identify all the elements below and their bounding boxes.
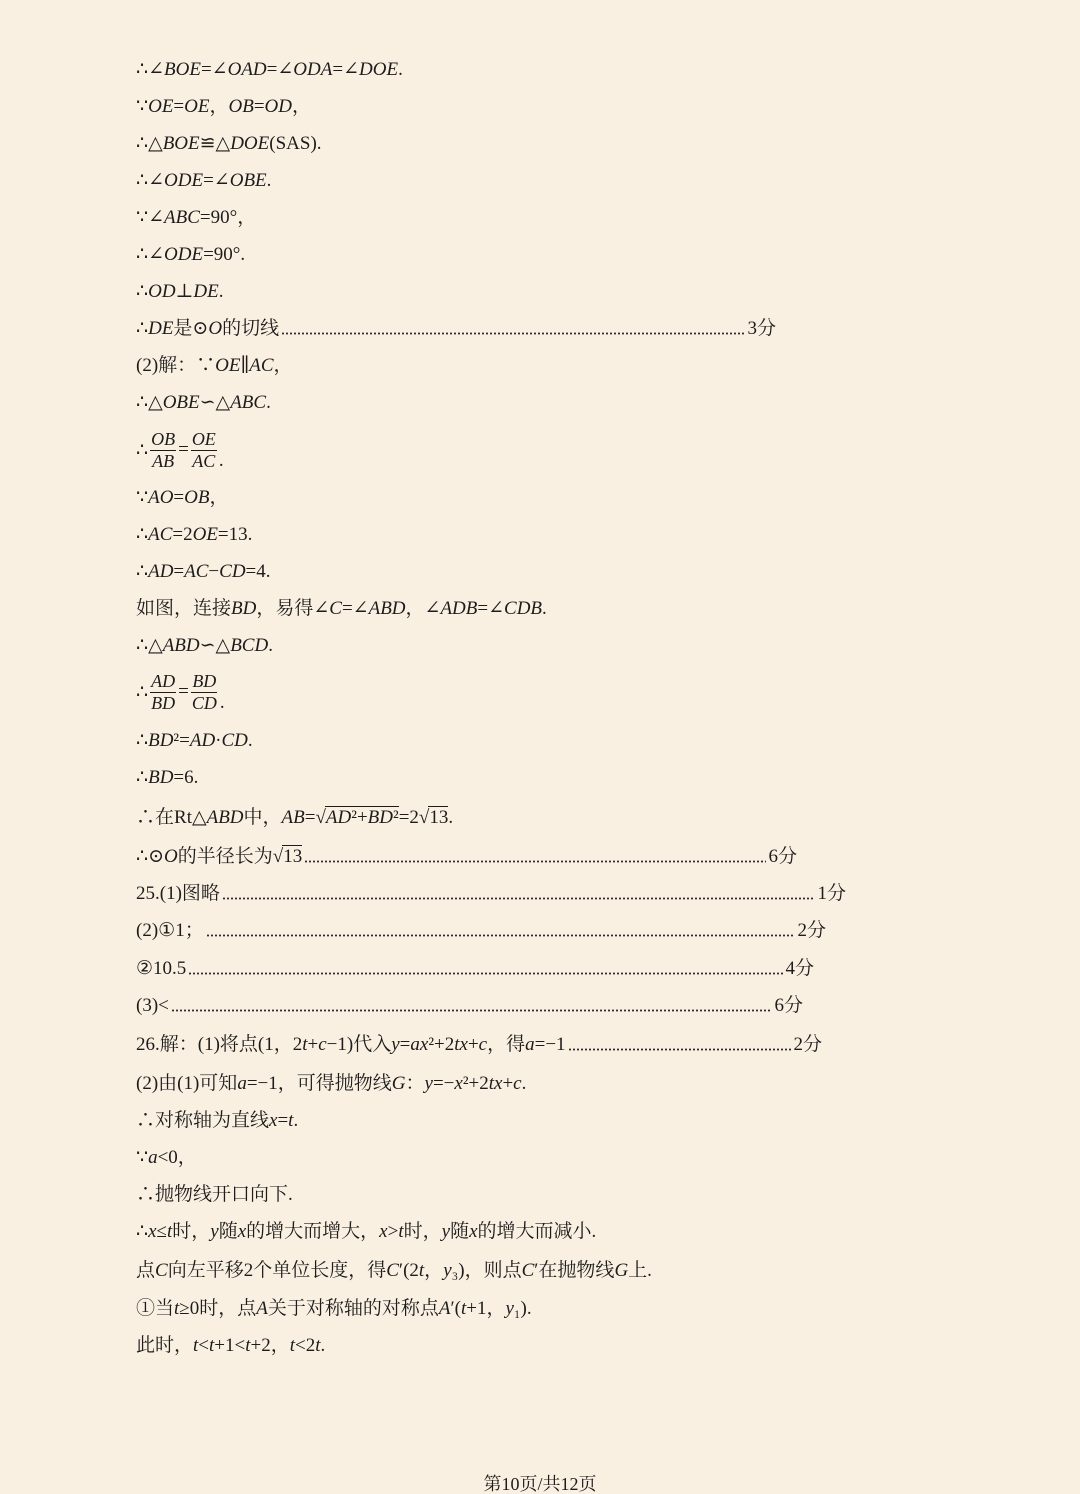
math-variable: OBE xyxy=(229,170,267,191)
fraction-numerator xyxy=(150,429,176,451)
math-variable: CD xyxy=(221,730,248,751)
math-variable: O xyxy=(208,318,223,339)
math-variable: y xyxy=(391,1034,400,1055)
line-text: (3)< xyxy=(136,995,169,1016)
dot-leader xyxy=(568,1048,792,1051)
line-text-group xyxy=(136,918,204,944)
solution-line xyxy=(136,1258,652,1284)
solution-line xyxy=(136,131,322,157)
solution-line-with-score xyxy=(136,316,776,342)
line-text: ∴△ABD∽△BCD. xyxy=(136,635,273,656)
math-variable: x xyxy=(148,1221,157,1242)
solution-line xyxy=(136,353,293,379)
math-variable: ODE xyxy=(164,170,204,191)
line-text: =2√ xyxy=(398,807,430,828)
math-variable: A xyxy=(438,1298,451,1319)
math-variable: AB xyxy=(152,450,175,471)
math-variable: y xyxy=(505,1298,514,1319)
math-variable: x xyxy=(454,1073,463,1094)
fraction-denominator xyxy=(151,451,175,472)
solution-line xyxy=(136,485,228,511)
page-number-footer: 第10页/共12页 xyxy=(483,1474,597,1494)
dot-leader xyxy=(171,1009,773,1012)
math-variable: t xyxy=(174,1298,180,1319)
math-variable: x xyxy=(469,1221,478,1242)
math-variable: C xyxy=(155,1260,168,1281)
math-variable: y xyxy=(210,1221,219,1242)
solution-line xyxy=(136,765,198,791)
solution-line xyxy=(136,205,256,231)
fraction-denominator xyxy=(150,693,176,714)
math-variable: OE xyxy=(192,524,218,545)
fraction xyxy=(150,671,176,714)
math-variable: AO xyxy=(148,487,174,508)
math-variable: AD xyxy=(151,670,176,691)
line-text: ∴BD=6. xyxy=(136,767,199,788)
math-variable: BOE xyxy=(162,133,200,154)
solution-line-with-score xyxy=(136,993,803,1019)
line-text: ∴∠BOE=∠OAD=∠ODA=∠DOE. xyxy=(136,59,403,80)
line-text: ∵∠ABC=90°， xyxy=(136,207,257,228)
fraction xyxy=(191,671,218,714)
math-variable: O xyxy=(164,846,178,867)
solution-line xyxy=(136,522,252,548)
solution-line xyxy=(136,1071,526,1097)
math-variable: OD xyxy=(148,281,176,302)
math-variable: AB xyxy=(281,807,305,828)
math-variable: AC xyxy=(249,355,274,376)
dot-leader xyxy=(188,972,783,975)
fraction-numerator xyxy=(150,671,176,693)
line-text: 26.解：(1)将点(1，2t+c−1)代入y=ax²+2tx+c，得a=−1 xyxy=(136,1034,566,1055)
solution-line-with-score xyxy=(136,918,826,944)
score-points: 6分 xyxy=(774,995,803,1016)
line-text-group xyxy=(136,881,220,907)
score-points: 1分 xyxy=(817,883,846,904)
line-text: ∵a<0， xyxy=(136,1147,197,1168)
math-variable: ABD xyxy=(162,635,200,656)
math-variable: c xyxy=(513,1073,522,1094)
line-text: ∵AO=OB， xyxy=(136,487,229,508)
math-variable: ABD xyxy=(206,807,244,828)
dot-leader xyxy=(206,934,796,937)
score-points: 6分 xyxy=(768,846,797,867)
line-text: (2)由(1)可知a=−1，可得抛物线G：y=−x²+2tx+c. xyxy=(136,1073,527,1094)
period: . xyxy=(219,692,225,713)
math-variable: DE xyxy=(193,281,219,302)
solution-line xyxy=(136,1296,532,1322)
math-variable: t xyxy=(193,1335,199,1356)
math-variable: tx xyxy=(454,1034,468,1055)
math-variable: t xyxy=(460,1298,467,1319)
fraction xyxy=(191,429,217,472)
math-variable: C xyxy=(521,1260,535,1281)
math-variable: AC xyxy=(192,450,216,471)
solution-line xyxy=(136,168,271,194)
solution-line-with-radicals xyxy=(136,805,453,831)
math-variable: t xyxy=(315,1335,321,1356)
math-variable: ADB xyxy=(440,598,478,619)
line-text-group xyxy=(136,993,169,1019)
math-variable: CD xyxy=(191,692,217,713)
fraction-denominator xyxy=(191,451,216,472)
solution-line xyxy=(136,1145,197,1171)
solution-line-with-score xyxy=(136,844,797,870)
math-variable: BD xyxy=(148,767,174,788)
math-variable: x xyxy=(269,1110,278,1131)
line-text: 此时，t<t+1<t+2，t<2t. xyxy=(136,1335,326,1356)
math-variable: a xyxy=(237,1073,247,1094)
solution-line xyxy=(136,390,271,416)
line-text: (2)解：∵OE∥AC， xyxy=(136,355,293,376)
math-variable: DOE xyxy=(230,133,270,154)
fraction-equation-line xyxy=(136,427,224,473)
line-text: ∴AD=AC−CD=4. xyxy=(136,561,271,582)
fraction-equation-line xyxy=(136,669,225,715)
line-text: ∴⊙O的半径长为√ xyxy=(136,846,284,867)
math-variable: t xyxy=(418,1260,425,1281)
math-variable: C xyxy=(329,598,342,619)
line-text: ∴OD⊥DE. xyxy=(136,281,224,302)
math-variable: BOE xyxy=(164,59,201,80)
line-text: 点C向左平移2个单位长度，得C′(2t，y₃)，则点C′在抛物线G上. xyxy=(136,1260,652,1281)
score-points: 2分 xyxy=(793,1034,822,1055)
math-variable: y xyxy=(441,1221,451,1242)
math-variable: BD xyxy=(231,598,257,619)
math-variable: C xyxy=(386,1260,399,1281)
dot-leader xyxy=(304,860,766,863)
solution-line xyxy=(136,279,224,305)
math-variable: y xyxy=(424,1073,433,1094)
therefore-symbol: ∴ xyxy=(136,439,149,461)
radicand: 13 xyxy=(429,807,449,828)
math-variable: AD xyxy=(325,807,352,828)
line-text-group xyxy=(136,956,186,982)
fraction xyxy=(150,429,176,472)
solution-line-with-score xyxy=(136,1032,822,1058)
math-variable: OD xyxy=(264,96,292,117)
math-variable: G xyxy=(614,1260,629,1281)
math-variable: AD xyxy=(148,561,174,582)
math-variable: c xyxy=(478,1034,488,1055)
solution-line xyxy=(136,633,273,659)
math-variable: tx xyxy=(488,1073,503,1094)
solution-line-with-score xyxy=(136,881,846,907)
math-variable: ODE xyxy=(164,244,204,265)
math-variable: c xyxy=(318,1034,327,1055)
math-variable: t xyxy=(288,1110,294,1131)
line-text: ∴对称轴为直线x=t. xyxy=(136,1110,299,1131)
math-variable: a xyxy=(148,1147,158,1168)
line-text-group xyxy=(136,1032,566,1058)
math-variable: AC xyxy=(184,561,209,582)
solution-line xyxy=(136,57,403,83)
solution-line xyxy=(136,1108,298,1134)
fraction-denominator xyxy=(191,693,218,714)
line-text: ∴DE是⊙O的切线 xyxy=(136,318,280,339)
math-variable: OB xyxy=(228,96,254,117)
math-variable: OE xyxy=(148,96,174,117)
math-variable: ax xyxy=(410,1034,429,1055)
math-variable: DOE xyxy=(359,59,399,80)
line-text: ①当t≥0时，点A关于对称轴的对称点A′(t+1，y₁). xyxy=(136,1298,532,1319)
line-text: ②10.5 xyxy=(136,958,187,979)
math-variable: t xyxy=(245,1335,251,1356)
math-variable: CD xyxy=(219,561,246,582)
line-text: ∴△OBE∽△ABC. xyxy=(136,392,271,413)
math-variable: OE xyxy=(191,428,216,449)
math-variable: ABC xyxy=(230,392,267,413)
math-variable: ODA xyxy=(293,59,333,80)
math-variable: AD xyxy=(189,730,216,751)
fraction-numerator xyxy=(191,429,217,451)
math-variable: BCD xyxy=(230,635,269,656)
line-text: ∴AC=2OE=13. xyxy=(136,524,253,545)
math-variable: AC xyxy=(148,524,173,545)
math-variable: OB xyxy=(151,428,176,449)
line-text-group xyxy=(136,316,279,342)
solution-line xyxy=(136,94,311,120)
radicand: AD²+BD² xyxy=(325,807,399,828)
fraction-numerator xyxy=(191,671,217,693)
period: . xyxy=(218,450,224,471)
radicand: 13 xyxy=(283,846,303,867)
therefore-symbol: ∴ xyxy=(136,681,149,703)
equals-sign: = xyxy=(178,439,189,460)
equals-sign: = xyxy=(178,681,189,702)
line-text-group xyxy=(136,844,302,870)
line-text: ∴x≤t时，y随x的增大而增大，x>t时，y随x的增大而减小. xyxy=(136,1221,597,1242)
math-variable: A xyxy=(256,1298,268,1319)
solution-line xyxy=(136,1333,325,1359)
line-text: ∴BD²=AD·CD. xyxy=(136,730,253,751)
line-text: ∴∠ODE=∠OBE. xyxy=(136,170,272,191)
math-variable: DE xyxy=(148,318,174,339)
math-variable: y xyxy=(443,1260,452,1281)
line-text: ∵OE=OE，OB=OD， xyxy=(136,96,311,117)
solution-line xyxy=(136,728,253,754)
math-variable: x xyxy=(379,1221,388,1242)
solution-line xyxy=(136,596,547,622)
solution-line-with-score xyxy=(136,956,814,982)
math-variable: BD xyxy=(148,730,174,751)
math-variable: BD xyxy=(192,670,217,691)
dot-leader xyxy=(222,897,816,900)
math-variable: OE xyxy=(215,355,241,376)
math-variable: t xyxy=(289,1335,296,1356)
line-text: 如图，连接BD，易得∠C=∠ABD，∠ADB=∠CDB. xyxy=(136,598,547,619)
score-points: 4分 xyxy=(785,958,814,979)
math-variable: t xyxy=(302,1034,308,1055)
line-text: ∴∠ODE=90°. xyxy=(136,244,246,265)
math-variable: x xyxy=(237,1221,247,1242)
solution-line xyxy=(136,1219,596,1245)
math-variable: a xyxy=(525,1034,535,1055)
math-variable: OB xyxy=(184,487,210,508)
solution-line xyxy=(136,242,245,268)
line-text: ∴抛物线开口向下. xyxy=(136,1184,293,1205)
dot-leader xyxy=(281,332,745,335)
math-variable: ABD xyxy=(368,598,406,619)
score-points: 2分 xyxy=(797,920,826,941)
line-text: (2)①1； xyxy=(136,920,204,941)
math-variable: BD xyxy=(151,692,176,713)
math-variable: OAD xyxy=(227,59,267,80)
math-variable: CDB xyxy=(504,598,543,619)
math-variable: G xyxy=(391,1073,406,1094)
math-variable: t xyxy=(398,1221,404,1242)
period: . xyxy=(448,807,454,828)
line-text: 25.(1)图略 xyxy=(136,883,220,904)
math-variable: BD xyxy=(367,807,393,828)
math-variable: OE xyxy=(184,96,210,117)
math-variable: t xyxy=(209,1335,215,1356)
score-points: 3分 xyxy=(747,318,776,339)
line-text: ∴△BOE≌△DOE(SAS). xyxy=(136,133,322,154)
math-variable: t xyxy=(166,1221,173,1242)
solution-line xyxy=(136,559,271,585)
line-text: ∴在Rt△ABD中，AB=√ xyxy=(136,807,326,828)
math-variable: OBE xyxy=(162,392,200,413)
solution-line xyxy=(136,1182,293,1208)
math-variable: ABC xyxy=(164,207,200,228)
